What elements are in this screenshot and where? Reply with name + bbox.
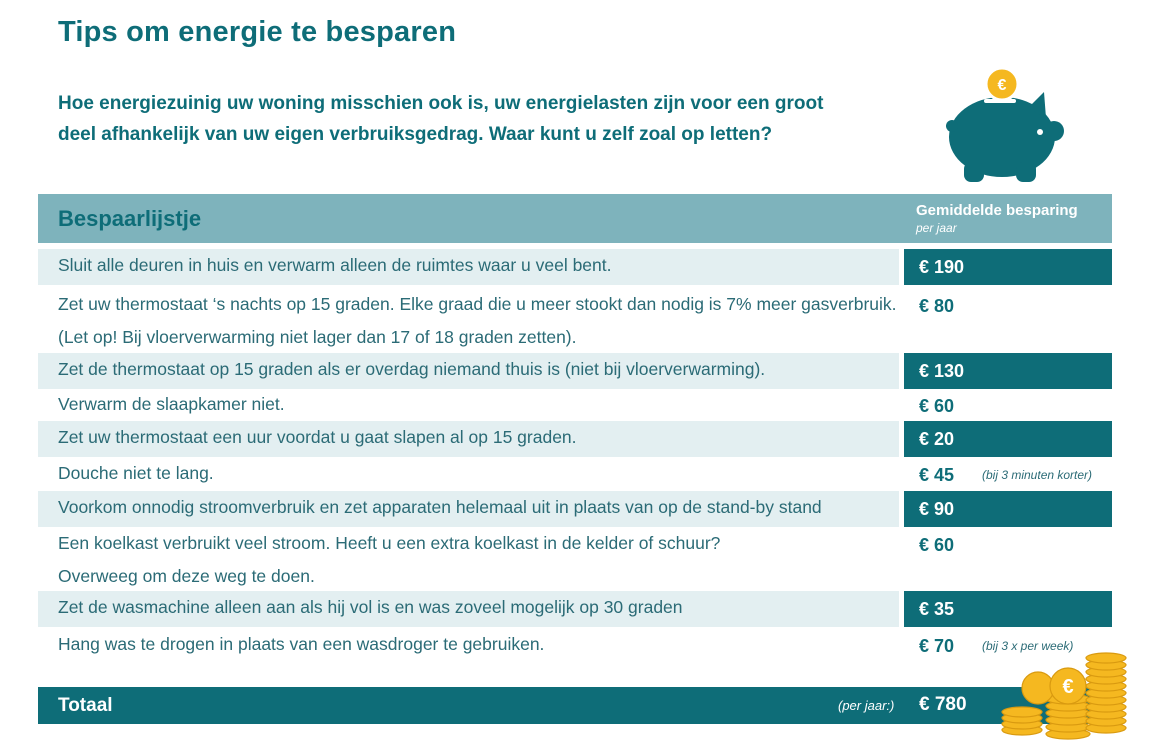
coin-stack-icon xyxy=(998,648,1132,748)
total-row xyxy=(38,687,1112,724)
table-row xyxy=(38,353,1112,389)
table-row xyxy=(38,628,1112,662)
tip-text: Zet de wasmachine alleen aan als hij vol is en was zoveel mogelijk op 30 graden xyxy=(38,591,899,627)
total-per-label: (per jaar:) xyxy=(838,698,895,713)
table-row xyxy=(38,288,1112,350)
savings-value: € 45 xyxy=(919,465,955,485)
piggy-bank-icon xyxy=(940,62,1070,186)
savings-header-sublabel: per jaar xyxy=(916,221,957,235)
tip-text: Voorkom onnodig stroomverbruik en zet apparaten helemaal uit in plaats van op de stand-by stand xyxy=(38,491,899,527)
table-row xyxy=(38,591,1112,627)
savings-value: € 130 xyxy=(904,353,1112,389)
coin-symbol: € xyxy=(997,77,1007,94)
savings-value: € 80 xyxy=(919,296,955,316)
total-label: Totaal xyxy=(58,695,113,716)
intro-text: Hoe energiezuinig uw woning misschien ook is, uw energielasten zijn voor een groot deel afhankelijk van uw eigen verbruiksgedrag. Waar kunt u zelf zoal op letten? xyxy=(58,93,824,145)
total-value: € 780 xyxy=(919,694,967,715)
table-title: Bespaarlijstje xyxy=(58,206,202,231)
tip-text: Zet uw thermostaat ‘s nachts op 15 graden. Elke graad die u meer stookt dan nodig is 7% meer gasverbruik. (Let op! Bij vloerverwarming niet lager dan 17 of 18 graden zetten). xyxy=(58,294,897,347)
tip-text: Hang was te drogen in plaats van een wasdroger te gebruiken. xyxy=(58,634,545,654)
savings-note: (bij 3 x per week) xyxy=(982,639,1074,653)
table-row xyxy=(38,491,1112,527)
tip-text: Verwarm de slaapkamer niet. xyxy=(58,394,285,414)
savings-value: € 70 xyxy=(919,636,955,656)
tip-text: Douche niet te lang. xyxy=(58,463,214,483)
savings-header-label: Gemiddelde besparing xyxy=(916,202,1078,219)
tip-text: Sluit alle deuren in huis en verwarm alleen de ruimtes waar u veel bent. xyxy=(38,249,899,285)
page-title: Tips om energie te besparen xyxy=(58,16,457,48)
table-header xyxy=(38,194,1112,243)
savings-value: € 90 xyxy=(904,491,1112,527)
table-row xyxy=(38,527,1112,589)
table-row xyxy=(38,457,1112,491)
savings-column-header xyxy=(916,202,1078,235)
savings-value: € 60 xyxy=(919,535,955,555)
table-row xyxy=(38,249,1112,285)
savings-note: (bij 3 minuten korter) xyxy=(982,468,1093,482)
savings-value: € 60 xyxy=(919,396,955,416)
table-row xyxy=(38,421,1112,457)
savings-value: € 20 xyxy=(904,421,1112,457)
savings-value: € 35 xyxy=(904,591,1112,627)
table-row xyxy=(38,388,1112,422)
coin-symbol: € xyxy=(1062,676,1074,698)
tip-text: Zet de thermostaat op 15 graden als er overdag niemand thuis is (niet bij vloerverwarming). xyxy=(38,353,899,389)
savings-value: € 190 xyxy=(904,249,1112,285)
tip-text: Zet uw thermostaat een uur voordat u gaat slapen al op 15 graden. xyxy=(38,421,899,457)
tip-text: Een koelkast verbruikt veel stroom. Heeft u een extra koelkast in de kelder of schuur? Overweeg om deze weg te doen. xyxy=(58,533,721,586)
